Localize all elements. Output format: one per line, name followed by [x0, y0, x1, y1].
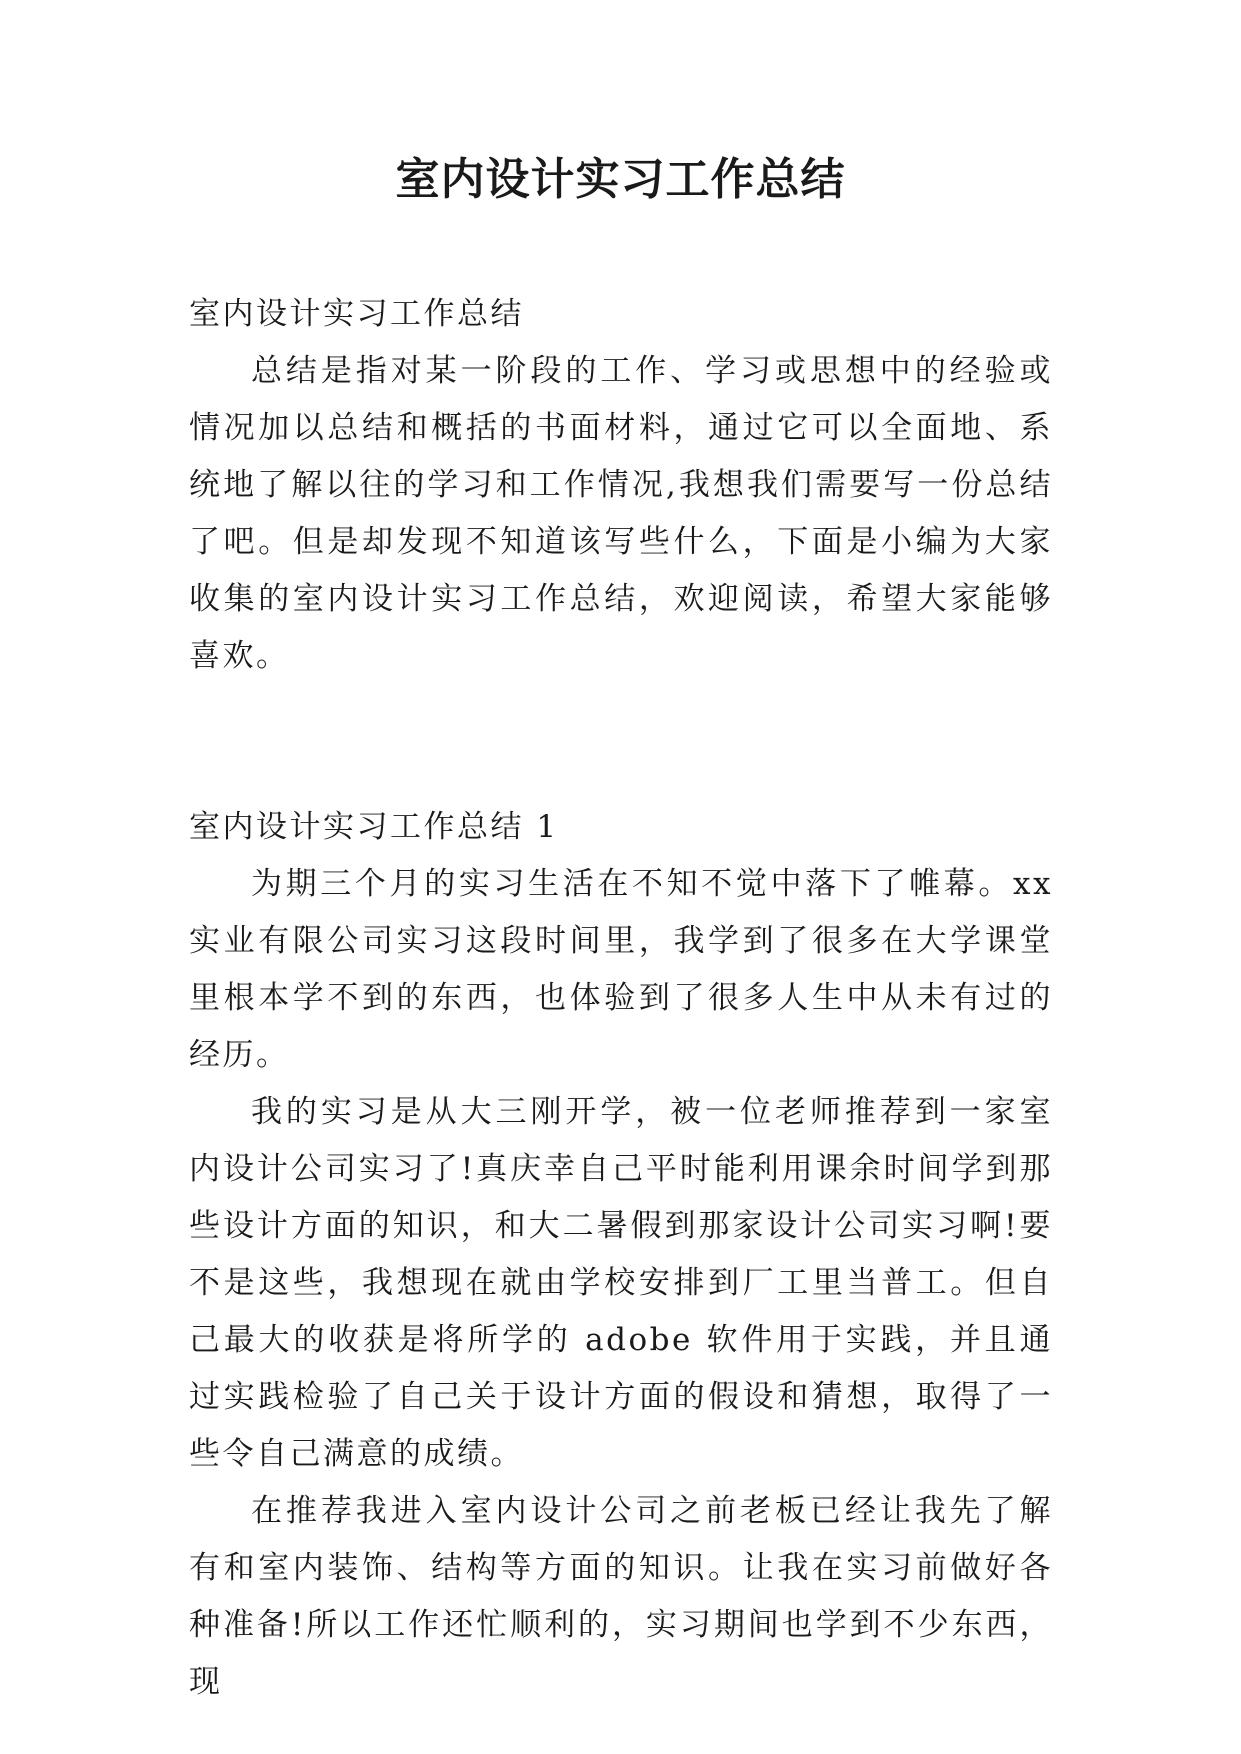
section-1-heading: 室内设计实习工作总结 1	[189, 809, 559, 845]
section-1-paragraph-1: 为期三个月的实习生活在不知不觉中落下了帷幕。xx 实业有限公司实习这段时间里，我学到了很多在大学课堂里根本学不到的东西，也体验到了很多人生中从未有过的经历。	[189, 866, 1053, 1073]
document-body	[189, 286, 1053, 1711]
section-1-paragraph-3: 在推荐我进入室内设计公司之前老板已经让我先了解有和室内装饰、结构等方面的知识。让我在实习前做好各种准备!所以工作还忙顺利的，实习期间也学到不少东西，现	[189, 1493, 1053, 1700]
section-spacer	[189, 685, 1053, 799]
section-1-paragraph-2: 我的实习是从大三刚开学，被一位老师推荐到一家室内设计公司实习了!真庆幸自己平时能利用课余时间学到那些设计方面的知识，和大二暑假到那家设计公司实习啊!要不是这些，我想现在就由学校安排到厂工里当普工。但自己最大的收获是将所学的 adobe 软件用于实践，并且通过实践检验了自己关于设计方面的假设和猜想，取得了一些令自己满意的成绩。	[189, 1094, 1053, 1472]
document-title: 室内设计实习工作总结	[395, 154, 846, 205]
intro-paragraph: 总结是指对某一阶段的工作、学习或思想中的经验或情况加以总结和概括的书面材料，通过它可以全面地、系统地了解以往的学习和工作情况,我想我们需要写一份总结了吧。但是却发现不知道该写些什么，下面是小编为大家收集的室内设计实习工作总结，欢迎阅读，希望大家能够喜欢。	[189, 353, 1053, 674]
intro-heading: 室内设计实习工作总结	[189, 296, 524, 332]
